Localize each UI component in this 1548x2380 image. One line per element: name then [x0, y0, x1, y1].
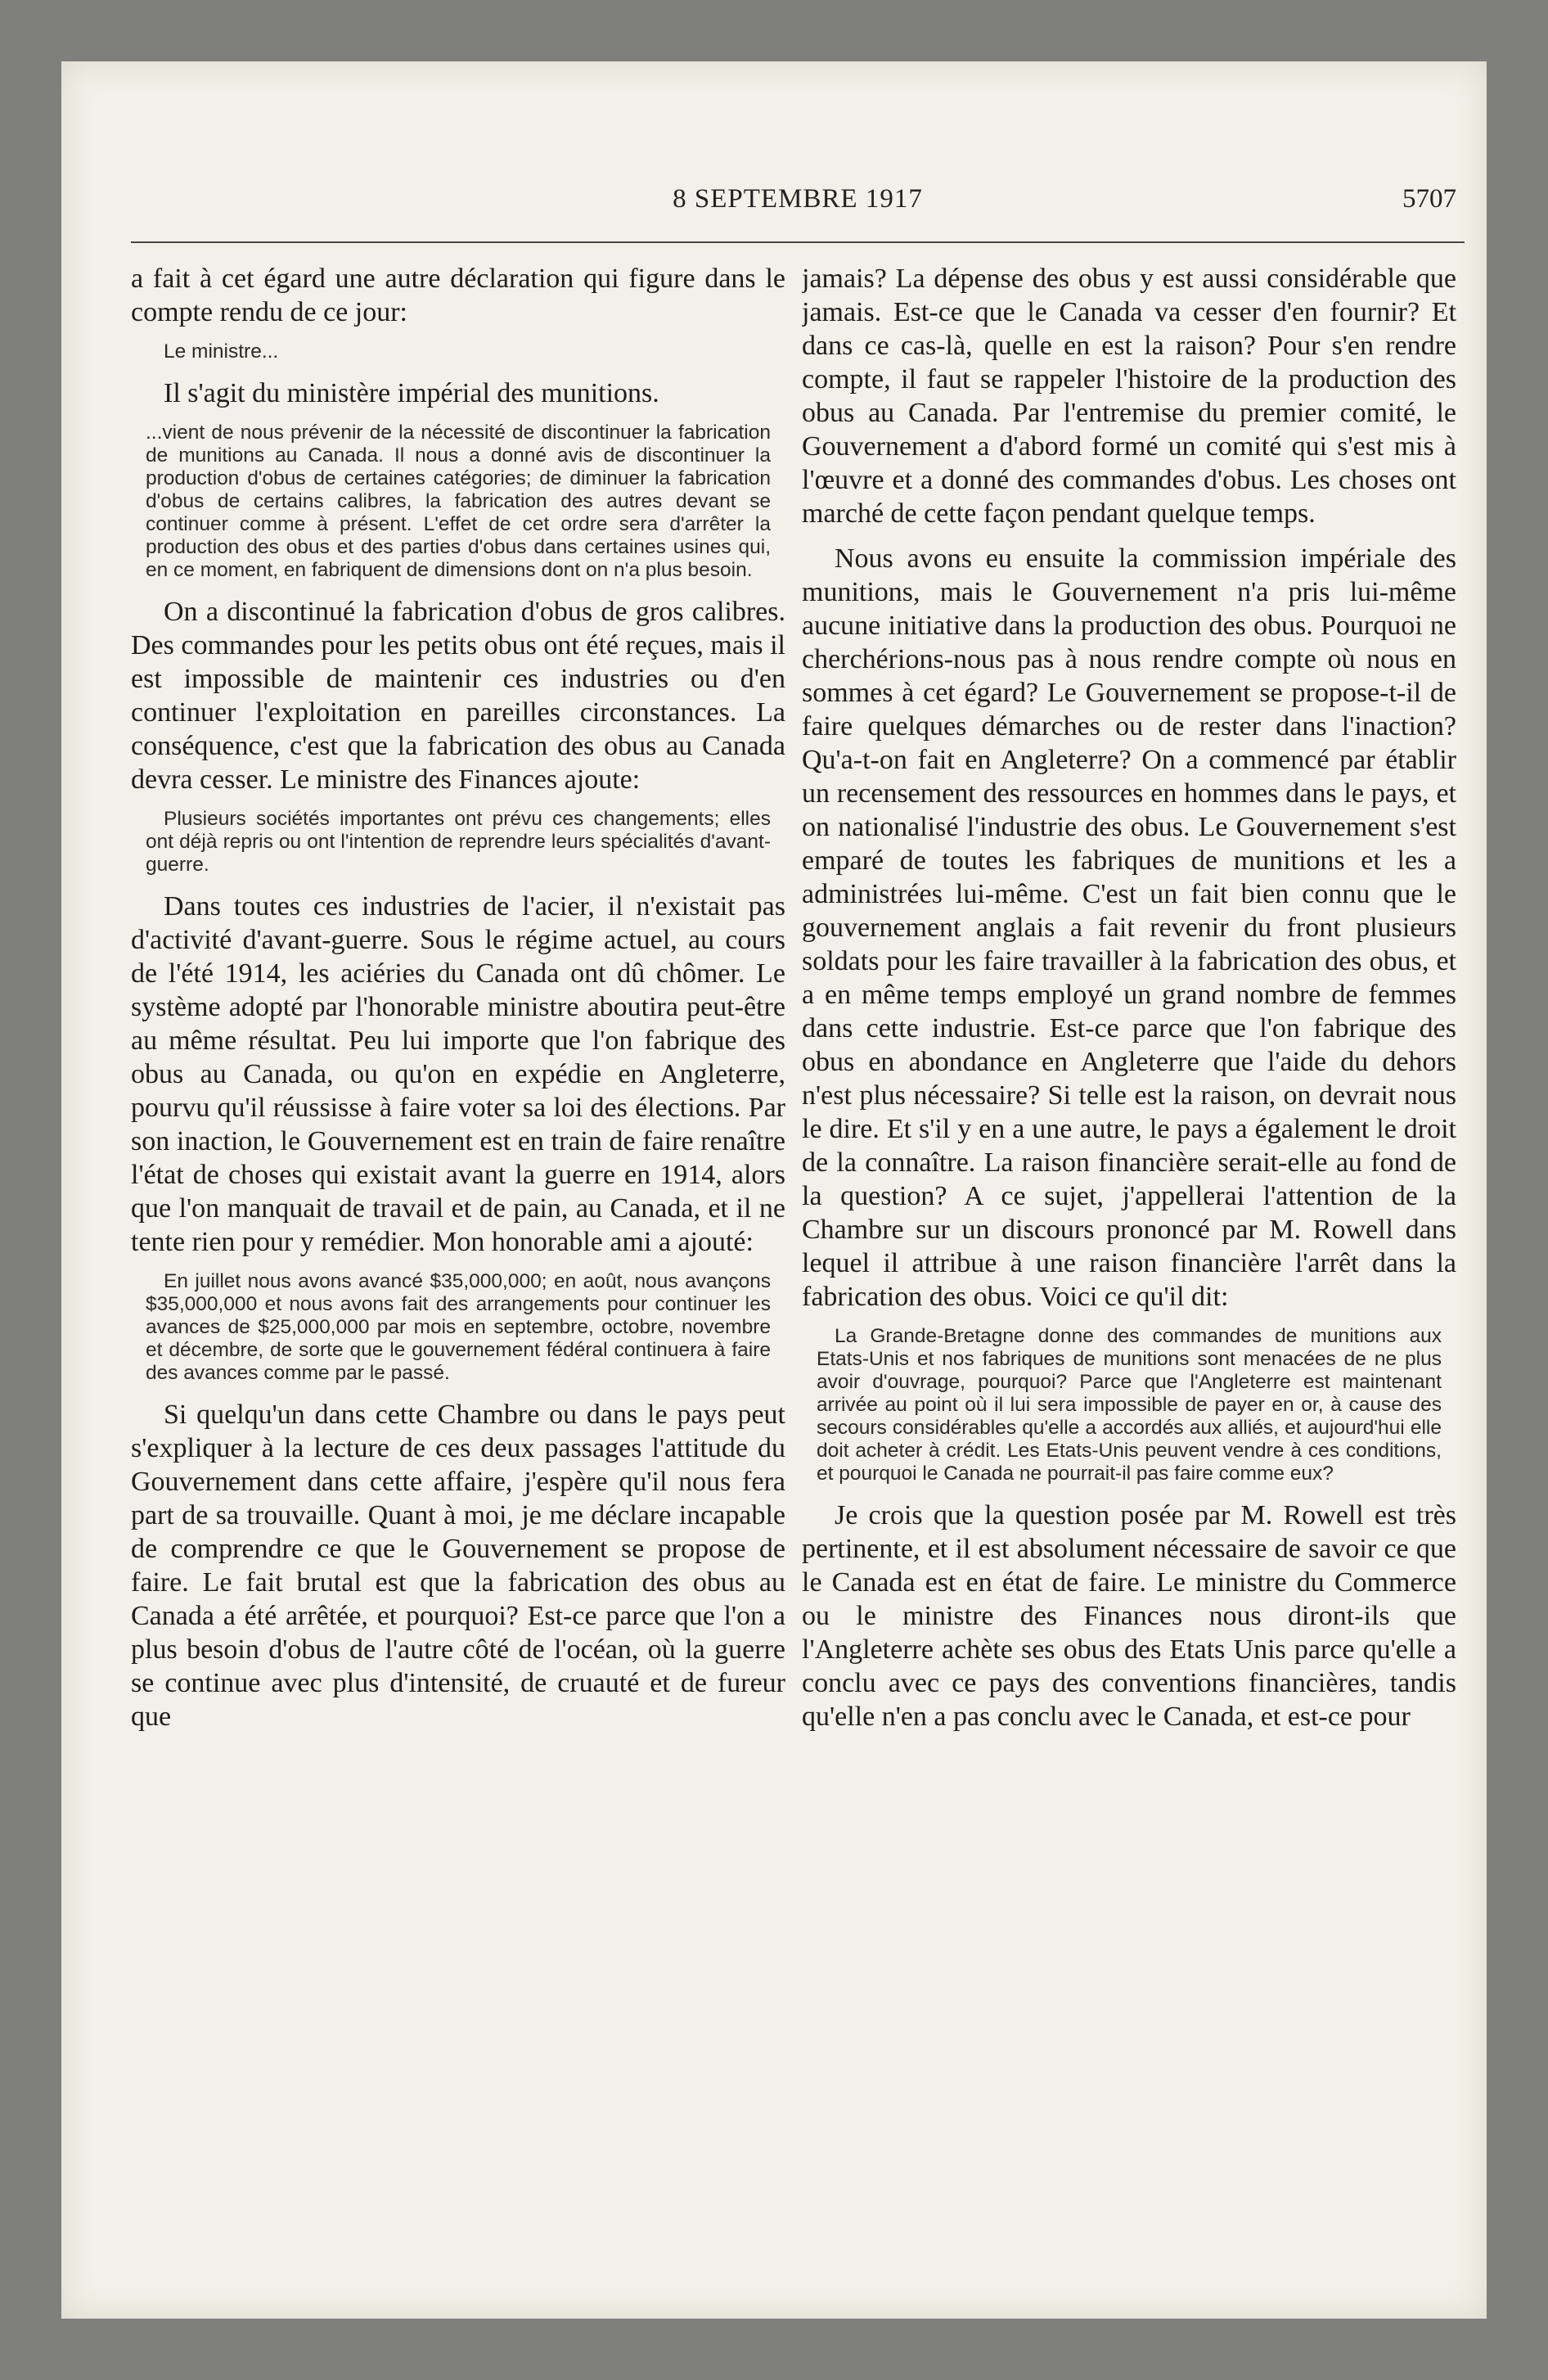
paragraph: Nous avons eu ensuite la commission impériale des munitions, mais le Gouvernement n'a pris lui-même aucune initiative dans la production des obus. Pourquoi ne cherchérions-nous pas à nous rendre compte où nous en sommes à cet égard? Le Gouvernement se propose-t-il de faire quelques démarches ou de rester dans l'inaction? Qu'a-t-on fait en Angleterre? On a commencé par établir un recensement des ressources en hommes dans le pays, et on nationalisé l'industrie des obus. Le Gouvernement s'est emparé de toutes les fabriques de munitions et les a administrées lui-même. C'est un fait bien connu que le gouvernement anglais a fait revenir du front plusieurs soldats pour les faire travailler à la fabrication des obus, et a en même temps employé un grand nombre de femmes dans cette industrie. Est-ce parce que l'on fabrique des obus en abondance en Angleterre que l'aide du dehors n'est plus nécessaire? Si telle est la raison, on devrait nous le dire. Et s'il y en a une autre, le pays a également le droit de la connaître. La raison financière serait-elle au fond de la question? A ce sujet, j'appellerai l'attention de la Chambre sur un discours prononcé par M. Rowell dans lequel il attribue à une raison financière l'arrêt dans la fabrication des obus. Voici ce qu'il dit: — [802, 543, 1456, 1312]
paragraph: Je crois que la question posée par M. Rowell est très pertinente, et il est absolument nécessaire de savoir ce que le Canada est en état de faire. Le ministre du Commerce ou le ministre des Finances nous diront-ils que l'Angleterre achète ses obus des Etats Unis parce qu'elle a conclu avec ce pays des conventions financières, tandis qu'elle n'en a pas conclu avec le Canada, et est-ce pour — [802, 1500, 1456, 1732]
paragraph: Si quelqu'un dans cette Chambre ou dans le pays peut s'expliquer à la lecture de ces deux passages l'attitude du Gouvernement dans cette affaire, j'espère qu'il nous fera part de sa trouvaille. Quant à moi, je me déclare incapable de comprendre ce que le Gouvernement se propose de faire. Le fait brutal est que la fabrication des obus au Canada a été arrêtée, et pourquoi? Est-ce parce que l'on a plus besoin d'obus de l'autre côté de l'océan, où la guerre se continue avec plus d'intensité, de cruauté et de fureur que — [131, 1400, 785, 1732]
paragraph: a fait à cet égard une autre déclaration qui figure dans le compte rendu de ce jour: — [131, 264, 785, 327]
paragraph: jamais? La dépense des obus y est aussi considérable que jamais. Est-ce que le Canada va cesser d'en fournir? Et dans ce cas-là, quelle en est la raison? Pour s'en rendre compte, il faut se rappeler l'histoire de la production des obus au Canada. Par l'entremise du premier comité, le Gouvernement a d'abord formé un comité qui s'est mis à l'œuvre et a donné des commandes d'obus. Les choses ont marché de cette façon pendant quelque temps. — [802, 264, 1456, 529]
right-column — [802, 262, 1456, 2144]
quote: La Grande-Bretagne donne des commandes de munitions aux Etats-Unis et nos fabriques de munitions sont menacées de ne plus avoir d'ouvrage, pourquoi? Parce que l'Angleterre est maintenant arrivée au point où il lui sera impossible de payer en or, à cause des secours considérables qu'elle a accordés aux alliés, et aujourd'hui elle doit acheter à crédit. Les Etats-Unis peuvent vendre à ces conditions, et pourquoi le Canada ne pourrait-il pas faire comme eux? — [817, 1325, 1442, 1485]
quote: Plusieurs sociétés importantes ont prévu ces changements; elles ont déjà repris ou ont l'intention de reprendre leurs spécialités d'avant-guerre. — [146, 808, 771, 876]
header-rule — [131, 241, 1465, 243]
page-header — [139, 184, 1456, 233]
page-number: 5707 — [1402, 184, 1456, 214]
paragraph: Dans toutes ces industries de l'acier, il n'existait pas d'activité d'avant-guerre. Sous le régime actuel, au cours de l'été 1914, les aciéries du Canada ont dû chômer. Le système adopté par l'honorable ministre aboutira peut-être au même résultat. Peu lui importe que l'on fabrique des obus au Canada, ou qu'on en expédie en Angleterre, pourvu qu'il réussisse à faire voter sa loi des élections. Par son inaction, le Gouvernement est en train de faire renaître l'état de choses qui existait avant la guerre en 1914, alors que l'on manquait de travail et de pain, au Canada, et il ne tente rien pour y remédier. Mon honorable ami a ajouté: — [131, 891, 785, 1257]
quote: En juillet nous avons avancé $35,000,000; en août, nous avançons $35,000,000 et nous avons fait des arrangements pour continuer les avances de $25,000,000 par mois en septembre, octobre, novembre et décembre, de sorte que le gouvernement fédéral continuera à faire des avances comme par le passé. — [146, 1270, 771, 1384]
page-date: 8 SEPTEMBRE 1917 — [673, 184, 923, 214]
left-column — [131, 262, 785, 2144]
paragraph: Il s'agit du ministère impérial des munitions. — [164, 378, 659, 408]
paragraph: On a discontinué la fabrication d'obus de gros calibres. Des commandes pour les petits obus ont été reçues, mais il est impossible de maintenir ces industries ou d'en continuer l'exploitation en pareilles circonstances. La conséquence, c'est que la fabrication des obus au Canada devra cesser. Le ministre des Finances ajoute: — [131, 597, 785, 795]
quote: ...vient de nous prévenir de la nécessité de discontinuer la fabrication de munitions au Canada. Il nous a donné avis de discontinuer la production d'obus de certaines catégories; de diminuer la fabrication d'obus de certains calibres, la fabrication des autres devant se continuer comme à présent. L'effet de cet ordre sera d'arrêter la production des obus et des parties d'obus dans certaines usines qui, en ce moment, en fabriquent de dimensions dont on n'a plus besoin. — [146, 421, 771, 581]
quote: Le ministre... — [164, 340, 279, 363]
document-page — [61, 61, 1487, 2319]
